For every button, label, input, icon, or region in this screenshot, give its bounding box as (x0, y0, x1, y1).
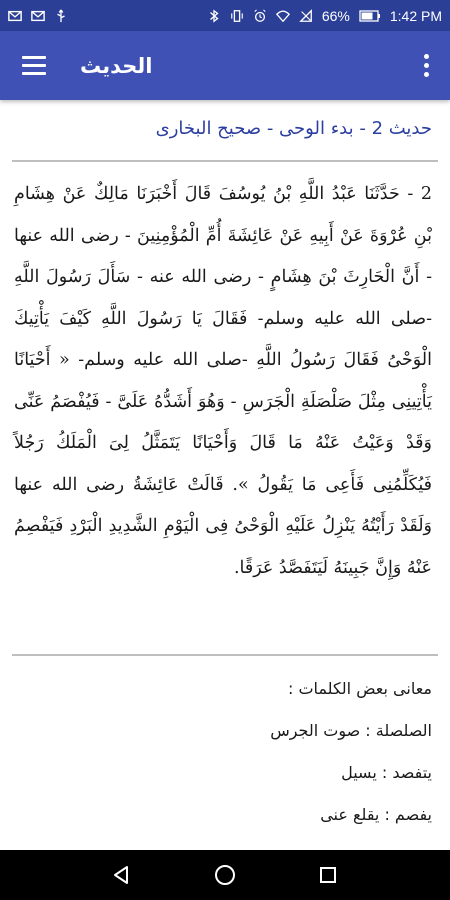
alarm-icon (253, 9, 267, 23)
divider (12, 654, 438, 656)
hadith-text: 2 - حَدَّثَنَا عَبْدُ اللَّهِ بْنُ يُوسُفَ قَالَ أَخْبَرَنَا مَالِكٌ عَنْ هِشَامِ بْنِ عُرْوَةَ عَنْ أَبِيهِ عَنْ عَائِشَةَ أُمِّ الْمُؤْمِنِينَ - رضى الله عنها - أَنَّ الْحَارِثَ بْنَ هِشَامٍ - رضى الله عنه - سَأَلَ رَسُولَ اللَّهِ -صلى الله عليه وسلم- فَقَالَ يَا رَسُولَ اللَّهِ كَيْفَ يَأْتِيكَ الْوَحْىُ فَقَالَ رَسُولُ اللَّهِ -صلى الله عليه وسلم- « أَحْيَانًا يَأْتِينِى مِثْلَ صَلْصَلَةِ الْجَرَسِ - وَهُوَ أَشَدُّهُ عَلَىَّ - فَيُفْصَمُ عَنِّى وَقَدْ وَعَيْتُ عَنْهُ مَا قَالَ وَأَحْيَانًا يَتَمَثَّلُ لِىَ الْمَلَكُ رَجُلاً فَيُكَلِّمُنِى فَأَعِى مَا يَقُولُ ». قَالَتْ عَائِشَةُ رضى الله عنها وَلَقَدْ رَأَيْتُهُ يَنْزِلُ عَلَيْهِ الْوَحْىُ فِى الْيَوْمِ الشَّدِيدِ الْبَرْدِ فَيَفْصِمُ عَنْهُ وَإِنَّ جَبِينَهُ لَيَتَفَصَّدُ عَرَقًا. (14, 184, 432, 578)
app-bar (0, 31, 450, 100)
bluetooth-icon (207, 9, 221, 23)
wifi-icon (276, 9, 290, 23)
battery-percent: 66% (321, 7, 350, 24)
meanings-heading: معانى بعض الكلمات : (287, 679, 432, 698)
meaning-item: يتفصد : يسيل (341, 763, 432, 782)
mail-icon (8, 9, 22, 23)
word-meanings (18, 674, 432, 842)
back-triangle-icon[interactable] (107, 860, 137, 890)
hamburger-menu-icon[interactable] (22, 52, 50, 80)
mail-icon (31, 9, 45, 23)
navigation-bar (0, 850, 450, 900)
app-title: الحديث (80, 53, 153, 78)
meaning-item: الصلصلة : صوت الجرس (270, 721, 432, 740)
no-sim-icon (299, 9, 313, 23)
usb-icon (54, 9, 68, 23)
meaning-item: يفصم : يقلع عنى (320, 805, 432, 824)
clock: 1:42 PM (389, 7, 442, 24)
status-bar (0, 0, 450, 31)
divider (12, 160, 438, 162)
status-left-icons (8, 9, 68, 23)
hadith-content[interactable] (0, 100, 450, 850)
hadith-title: حديث 2 - بدء الوحى - صحيح البخارى (155, 118, 432, 139)
home-circle-icon[interactable] (210, 860, 240, 890)
recents-square-icon[interactable] (313, 860, 343, 890)
vibrate-icon (230, 9, 244, 23)
battery-icon (359, 9, 381, 23)
more-vert-icon[interactable] (416, 52, 436, 80)
status-right-icons (207, 8, 442, 24)
